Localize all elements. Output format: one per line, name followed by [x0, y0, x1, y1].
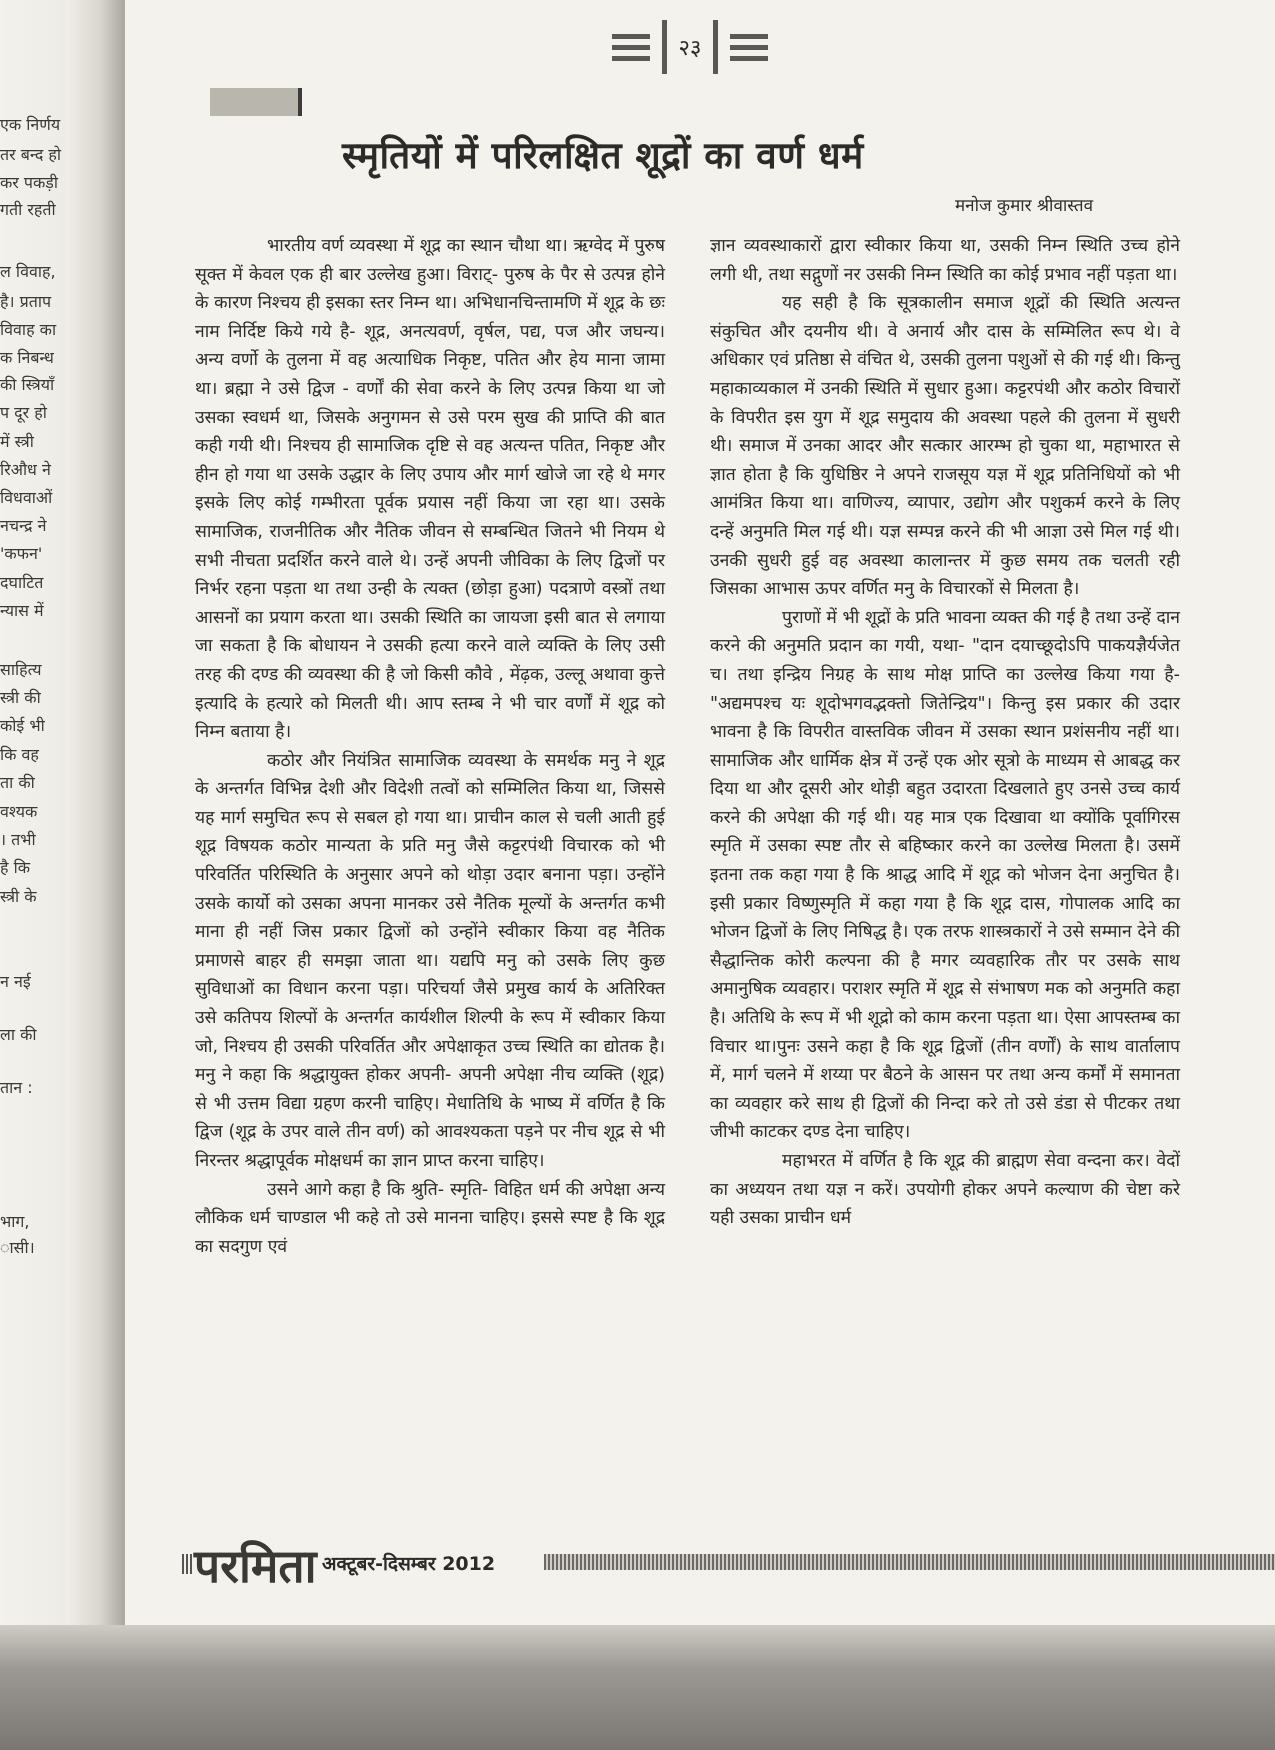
gutter-line: रिऔध ने [0, 460, 51, 479]
gutter-line: 'कफन' [0, 544, 43, 563]
ornament-left-icon [612, 34, 650, 61]
article-column-left [195, 232, 665, 1261]
gutter-line: साहित्य [0, 660, 42, 679]
paragraph: ज्ञान व्यवस्थाकारों द्वारा स्वीकार किया था, उसकी निम्न स्थिति उच्च होने लगी थी, तथा सद्गुणों नर उसकी निम्न स्थिति का कोई प्रभाव नहीं पड़ता था। [710, 236, 1180, 285]
gutter-line: ासी। [0, 1238, 35, 1257]
article-column-right [710, 232, 1180, 1233]
gutter-line: प दूर हो [0, 403, 47, 422]
gutter-line: दघाटित [0, 573, 44, 592]
gutter-line: की स्त्रियाँ [0, 375, 55, 394]
gutter-line: भाग, [0, 1212, 30, 1231]
issue-date: अक्टूबर-दिसम्बर 2012 [322, 1553, 496, 1575]
ornament-right-icon [730, 34, 768, 61]
gutter-line: क निबन्ध [0, 348, 54, 367]
gutter-line: न नई [0, 972, 31, 991]
paragraph: उसने आगे कहा है कि श्रुति- स्मृति- विहित धर्म की अपेक्षा अन्य लौकिक धर्म चाण्डाल भी कहे तो उसे मानना चाहिए। इससे स्पष्ट है कि शूद्र का सदगुण एवं [195, 1179, 665, 1257]
footer-rule [544, 1554, 1275, 1570]
facing-page-gutter [0, 0, 125, 1640]
gutter-line: नचन्द्र ने [0, 516, 47, 535]
gutter-line: स्त्री की [0, 688, 41, 707]
section-tab [210, 88, 302, 116]
footer-rule [182, 1554, 192, 1574]
gutter-line: कोई भी [0, 716, 45, 735]
scan-bottom-shadow [0, 1625, 1275, 1750]
gutter-line: में स्त्री [0, 432, 34, 451]
gutter-line: ल विवाह, [0, 262, 56, 281]
ornament-divider [713, 20, 718, 74]
paragraph: पुराणों में भी शूद्रों के प्रति भावना व्यक्त की गई है तथा उन्हें दान करने की अनुमति प्रदान का गयी, यथा- "दान दयाच्छूदोऽपि पाकयज्ञैर्यजेत च। तथा इन्द्रिय निग्रह के साथ मोक्ष प्राप्ति का उल्लेख किया गया है- "अद्यमपश्च यः शूदोभगवद्भक्तो जितेन्द्रिय"। किन्तु इस प्रकार की उदार भावना है कि विपरीत वास्तविक जीवन में उसका स्थान प्रशंसनीय नहीं था। सामाजिक और धार्मिक क्षेत्र में उन्हें एक ओर सूत्रो के माध्यम से आबद्ध कर दिया था और दूसरी ओर थोड़ी बहुत उदारता दिखलाते हुए उनसे उच्च कार्य करने की अपेक्षा की गई थी। यह मात्र एक दिखावा था क्योंकि पूर्वागिरस स्मृति में उसका स्पष्ट तौर से बहिष्कार करने का उल्लेख मिलता है। उसमें इतना तक कहा गया है कि श्राद्ध आदि में शूद्र को भोजन देना अनुचित है। इसी प्रकार विष्णुस्मृति में कहा गया है कि शूद्र दास, गोपालक आदि का भोजन द्विजों के लिए निषिद्ध है। एक तरफ शास्त्रकारों ने उसे सम्मान देने की सैद्धान्तिक कोरी कल्पना की है मगर व्यवहारिक तौर पर उसके साथ अमानुषिक व्यवहार। पराशर स्मृति में शूद्र से संभाषण मक को अनुमति कहा है। अतिथि के रूप में भी शूद्रो को काम करना पड़ता था। ऐसा आपस्तम्ब का विचार था।पुनः उसने कहा है कि शूद्र द्विजों (तीन वर्णों) के साथ वार्तालाप में, मार्ग चलने में शय्या पर बैठने के आसन पर तथा अन्य कर्मों में समानता का व्यवहार करे साथ ही द्विजों की निन्दा करे तो उसे डंडा से पीटकर तथा जीभी काटकर दण्ड देना चाहिए। [710, 607, 1180, 1143]
gutter-line: । तभी [0, 830, 36, 849]
paragraph: कठोर और नियंत्रित सामाजिक व्यवस्था के समर्थक मनु ने शूद्र के अन्तर्गत विभिन्न देशी और विदेशी तत्वों को सम्मिलित किया था, जिससे यह मार्ग समुचित रूप से सबल हो गया था। प्राचीन काल से चली आती हुई शूद्र विषयक कठोर मान्यता के प्रति मनु जैसे कट्टरपंथी विचारक को भी परिवर्तित परिस्थिति के अनुसार अपने को थोड़ा उदार बनाना पड़ा। उन्होंने उसके कार्यो को उसका अपना मानकर उसे नैतिक मूल्यों के अन्तर्गत कभी माना ही नहीं जिस प्रकार द्विजों को उन्होंने स्वीकार किया वह नैतिक प्रमाणसे बाहर ही समझा जाता था। यद्यपि मनु को उसके लिए कुछ सुविधाओं का विधान करना पड़ा। परिचर्या जैसे प्रमुख कार्य के अतिरिक्त उसे कतिपय शिल्पों के अन्तर्गत कार्यशील शिल्पी के रूप में स्वीकार किया जो, निश्चय ही उसकी परिवर्तित और अपेक्षाकृत उच्च स्थिति का द्योतक है। मनु ने कहा कि श्रद्धायुक्त होकर अपनी- अपनी अपेक्षा नीच व्यक्ति (शूद्र) से भी उत्तम विद्या ग्रहण करनी चाहिए। मेधातिथि के भाष्य में वर्णित है कि द्विज (शूद्र के उपर वाले तीन वर्ण) को आवश्यकता पड़ने पर नीच शूद्र से भी निरन्तर श्रद्धापूर्वक मोक्षधर्म का ज्ञान प्राप्त करना चाहिए। [195, 750, 665, 1171]
article-title: स्मृतियों में परिलक्षित शूद्रों का वर्ण धर्म [342, 134, 864, 177]
paragraph: महाभरत में वर्णित है कि शूद्र की ब्राह्मण सेवा वन्दना कर। वेदों का अध्ययन तथा यज्ञ न करें। उपयोगी होकर अपने कल्याण की चेष्टा करे यही उसका प्राचीन धर्म [710, 1151, 1180, 1229]
gutter-line: न्यास में [0, 601, 44, 620]
gutter-line: विधवाओं [0, 488, 53, 507]
paragraph: यह सही है कि सूत्रकालीन समाज शूद्रों की स्थिति अत्यन्त संकुचित और दयनीय थी। वे अनार्य और दास के सम्मिलित रूप थे। वे अधिकार एवं प्रतिष्ठा से वंचित थे, उसकी तुलना पशुओं से की गई थी। किन्तु महाकाव्यकाल में उनकी स्थिति में सुधार हुआ। कट्टरपंथी और कठोर विचारों के विपरीत इस युग में शूद्र समुदाय की अवस्था पहले की तुलना में सुधरी थी। समाज में उनका आदर और सत्कार आरम्भ हो चुका था, महाभारत से ज्ञात होता है कि युधिष्ठिर ने अपने राजसूय यज्ञ में शूद्र प्रतिनिधियों को भी आमंत्रित किया था। वाणिज्य, व्यापार, उद्योग और पशुकर्म करने के लिए दन्हें अनुमति मिल गई थी। यज्ञ सम्पन्न करने की भी आज्ञा उसे मिल गई थी। उनकी सुधरी हुई वह अवस्था कालान्तर में कुछ समय तक चलती रही जिसका आभास ऊपर वर्णित मनु के विचारकों से मिलता है। [710, 293, 1180, 600]
page-number: २३ [678, 36, 702, 61]
gutter-line: एक निर्णय [0, 115, 61, 134]
gutter-line: ता की [0, 773, 35, 792]
gutter-line: है कि [0, 858, 31, 877]
ornament-divider [662, 20, 667, 74]
gutter-line: ला की [0, 1025, 37, 1044]
gutter-line: है। प्रताप [0, 292, 52, 311]
page-footer [182, 1540, 1275, 1600]
gutter-line: तान : [0, 1078, 33, 1097]
gutter-line: कि वह [0, 745, 39, 764]
gutter-line: स्त्री के [0, 887, 37, 906]
paragraph: भारतीय वर्ण व्यवस्था में शूद्र का स्थान चौथा था। ऋग्वेद में पुरुष सूक्त में केवल एक ही बार उल्लेख हुआ। विराट्- पुरुष के पैर से उत्पन्न होने के कारण निश्चय ही इसका स्तर निम्न था। अभिधानचिन्तामणि में शूद्र के छः नाम निर्दिष्ट किये गये है- शूद्र, अनत्यवर्ण, वृर्षल, पद्य, पज और जघन्य। अन्य वर्णो के तुलना में वह अत्याधिक निकृष्ट, पतित और हेय माना जामा था। ब्रह्मा ने उसे द्विज - वर्णों की सेवा करने के लिए उत्पन्न किया था जो उसका स्वधर्म था, जिसके अनुगमन से उसे परम सुख की प्राप्ति की बात कही गयी थी। निश्चय ही सामाजिक दृष्टि से वह अत्यन्त पतित, निकृष्ट और हीन हो गया था उसके उद्धार के लिए उपाय और मार्ग खोजे जा रहे थे मगर इसके लिए कोई गम्भीरता पूर्वक प्रयास नहीं किया जा रहा था। उसके सामाजिक, राजनीतिक और नैतिक जीवन से सम्बन्धित जितने भी नियम थे सभी नीचता प्रदर्शित करने वाले थे। उन्हें अपनी जीविका के लिए द्विजों पर निर्भर रहना पड़ता था तथा उन्ही के त्यक्त (छोड़ा हुआ) पदत्राणे वस्त्रों तथा आसनों का प्रयाग करता था। उसकी स्थिति का जायजा इसी बात से लगाया जा सकता है कि बोधायन ने उसकी हत्या करने वाले व्यक्ति के लिए उसी तरह की दण्ड की व्यवस्था की है जो किसी कौवे , मेंढ़क, उल्लू अथावा कुत्ते इत्यादि के हत्यारे को मिलती थी। आप स्तम्ब ने भी चार वर्णों में शूद्र को निम्न बताया है। [195, 236, 665, 743]
gutter-line: तर बन्द हो [0, 145, 62, 164]
page-number-ornament [600, 18, 780, 76]
gutter-line: वश्यक [0, 802, 38, 821]
magazine-name: परमिता [194, 1539, 317, 1593]
gutter-line: कर पकड़ी [0, 173, 58, 192]
gutter-line: विवाह का [0, 320, 57, 339]
gutter-line: गती रहती [0, 200, 56, 219]
article-author: मनोज कुमार श्रीवास्तव [955, 196, 1094, 216]
